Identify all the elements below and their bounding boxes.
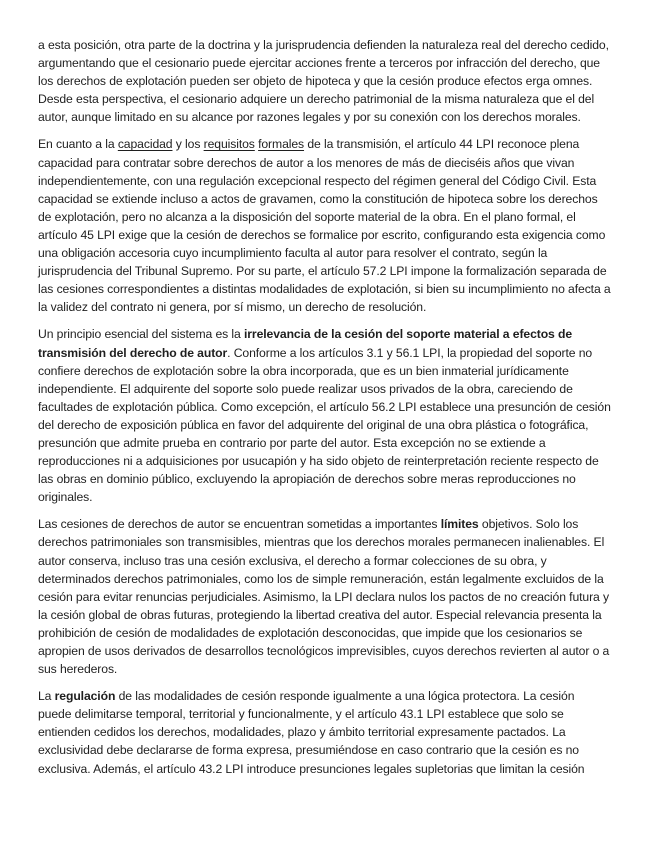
paragraph-naturaleza-real (38, 36, 611, 126)
document-page (38, 36, 611, 787)
paragraph-capacidad-requisitos (38, 135, 611, 316)
paragraph-regulacion (38, 687, 611, 777)
underlined-term-capacidad: capacidad (117, 137, 173, 152)
bold-term-regulacion: regulación (54, 689, 116, 704)
paragraph-limites (38, 515, 611, 678)
paragraph-soporte-material (38, 325, 611, 506)
paragraph-text: de las modalidades de cesión responde igualmente a una lógica protectora. La cesión puede delimitarse temporal, territorial y funcionalmente, y el artículo 43.1 LPI establece que solo se entienden cedidos los derechos, modalidades, plazo y ámbito territorial expresamente pactados. La exclusividad debe declararse de forma expresa, presumiéndose en caso contrario que la cesión es no exclusiva. Además, el artículo 43.2 LPI introduce presunciones legales supletorias que limitan la cesión (38, 689, 585, 776)
paragraph-text: de la transmisión, el artículo 44 LPI reconoce plena capacidad para contratar sobre derechos de autor a los menores de más de dieciséis años que vivan independientemente, con una regulación excepcional respecto del régimen general del Código Civil. Esta capacidad se extiende incluso a actos de gravamen, como la constitución de hipoteca sobre los derechos de explotación, pero no alcanza a la disposición del soporte material de la obra. En el plano formal, el artículo 45 LPI exige que la cesión de derechos se formalice por escrito, configurando esta exigencia como una obligación accesoria cuyo incumplimiento faculta al autor para resolver el contrato, según la jurisprudencia del Tribunal Supremo. Por su parte, el artículo 57.2 LPI impone la formalización separada de las cesiones correspondientes a distintas modalidades de explotación, si bien su incumplimiento no afecta a la validez del contrato ni genera, por sí mismo, un derecho de resolución. (38, 137, 611, 315)
paragraph-text: La (38, 689, 55, 704)
paragraph-text: En cuanto a la (38, 137, 118, 152)
underlined-term-requisitos: requisitos (203, 137, 255, 152)
paragraph-text: Un principio esencial del sistema es la (38, 327, 244, 342)
paragraph-text: Las cesiones de derechos de autor se encuentran sometidas a importantes (38, 517, 441, 532)
paragraph-text: a esta posición, otra parte de la doctrina y la jurisprudencia defienden la naturaleza real del derecho cedido, argumentando que el cesionario puede ejercitar acciones frente a terceros por infracción del derecho, que los derechos de explotación pueden ser objeto de hipoteca y que la cesión produce efectos erga omnes. Desde esta perspectiva, el cesionario adquiere un derecho patrimonial de la misma naturaleza que el del autor, aunque limitado en su alcance por razones legales y por su conexión con los derechos morales. (38, 38, 609, 125)
paragraph-text: . Conforme a los artículos 3.1 y 56.1 LPI, la propiedad del soporte no confiere derechos de explotación sobre la obra incorporada, que es un bien inmaterial jurídicamente independiente. El adquirente del soporte solo puede realizar usos privados de la obra, careciendo de facultades de explotación pública. Como excepción, el artículo 56.2 LPI establece una presunción de cesión del derecho de exposición pública en favor del adquirente del original de una obra plástica o fotográfica, presunción que admite prueba en contrario por parte del autor. Esta excepción no se extiende a reproducciones ni a adquisiciones por usucapión y ha sido objeto de reinterpretación reciente respecto de las obras en dominio público, excluyendo la apropiación de derechos sobre meras reproducciones no originales. (38, 345, 611, 505)
underlined-term-formales: formales (258, 137, 305, 152)
bold-term-irrelevancia: irrelevancia de la cesión del soporte material a efectos de transmisión del derecho de autor (38, 327, 573, 360)
bold-term-limites: límites (440, 517, 479, 532)
paragraph-text: objetivos. Solo los derechos patrimoniales son transmisibles, mientras que los derechos morales permanecen inalienables. El autor conserva, incluso tras una cesión exclusiva, el derecho a formar colecciones de su obra, y determinados derechos patrimoniales, como los de simple remuneración, están legalmente excluidos de la cesión para evitar renuncias perjudiciales. Asimismo, la LPI declara nulos los pactos de no creación futura y la cesión global de obras futuras, protegiendo la libertad creativa del autor. Especial relevancia presenta la prohibición de cesión de modalidades de explotación desconocidas, que impide que los cesionarios se apropien de usos derivados de desarrollos tecnológicos imprevisibles, cuyos derechos revierten al autor o a sus herederos. (38, 517, 610, 677)
paragraph-text: y los (172, 137, 204, 152)
